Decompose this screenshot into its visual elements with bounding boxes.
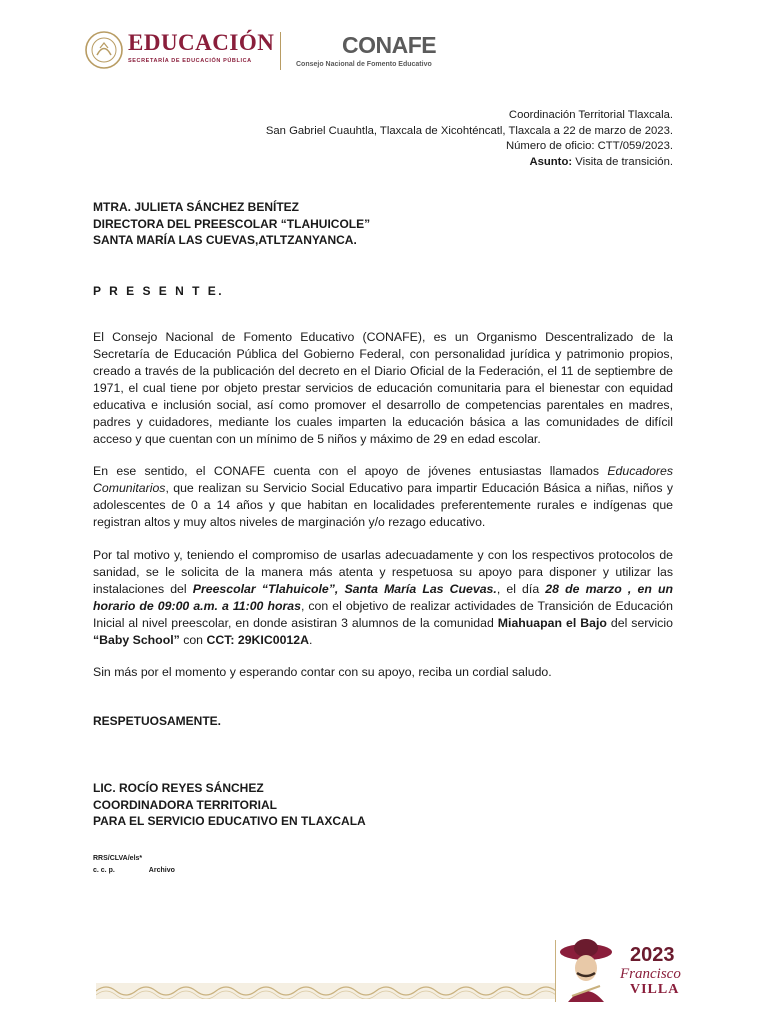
paragraph-4: Sin más por el momento y esperando contar con su apoyo, reciba un cordial saludo.: [93, 665, 552, 679]
closing: RESPETUOSAMENTE.: [93, 714, 222, 728]
p3-text-e: , con el objetivo de realizar actividades de Transición de Educación Inicial al nivel preescolar, en donde asistiran 3 alumnos de la comunidad: [93, 599, 673, 630]
paragraph-3: [93, 547, 673, 649]
ccp-archivo: Archivo: [148, 867, 175, 874]
ccp-line: [93, 865, 175, 877]
footer-year: 2023: [630, 944, 675, 966]
sep-logo-subtitle: SECRETARÍA DE EDUCACIÓN PÚBLICA: [128, 58, 252, 64]
p3-cct: CCT: 29KIC0012A: [206, 633, 309, 647]
letter-metadata: [266, 108, 673, 170]
oficio-number: Número de oficio: CTT/059/2023.: [505, 140, 673, 152]
signer-unit: PARA EL SERVICIO EDUCATIVO EN TLAXCALA: [93, 814, 366, 828]
p2-text-a: En ese sentido, el CONAFE cuenta con el apoyo de jóvenes entusiastas llamados: [93, 464, 608, 478]
conafe-logo-text: CONAFE: [342, 32, 437, 58]
letterhead: [84, 24, 684, 76]
conafe-logo-subtitle: Consejo Nacional de Fomento Educativo: [296, 61, 432, 68]
subject-label: Asunto:: [529, 155, 573, 168]
p3-schedule: 28 de marzo , en un horario de 09:00 a.m. a 11:00 horas: [93, 582, 673, 613]
salutation: P R E S E N T E.: [93, 284, 225, 298]
addressee-place: SANTA MARÍA LAS CUEVAS,ATLTZANYANCA.: [93, 233, 357, 247]
subject-line: [266, 155, 673, 171]
addressee-name: MTRA. JULIETA SÁNCHEZ BENÍTEZ: [93, 200, 299, 214]
reference-initials: [93, 853, 175, 877]
addressee-block: [93, 199, 370, 249]
footer-villa-name: VILLA: [630, 982, 680, 997]
signer-name: LIC. ROCÍO REYES SÁNCHEZ: [93, 781, 264, 795]
p3-text-g: del servicio: [606, 616, 673, 630]
p3-text-k: .: [308, 633, 313, 647]
decorative-footer-band: [96, 983, 556, 999]
paragraph-2: [93, 463, 673, 531]
footer-divider: [555, 940, 556, 1002]
p3-school-name: Preescolar “Tlahuicole”, Santa María Las Cuevas.: [192, 582, 497, 596]
p2-text-b: , que realizan su Servicio Social Educativo para impartir Educación Básica a niñas, niños y adolescentes de 0 a 14 años y que habitan en localidades preferentemente rurales e indígenas que registran altos y muy altos niveles de marginación y/o rezago educativo.: [93, 481, 673, 529]
header-divider: [280, 32, 281, 70]
p3-text-i: con: [179, 633, 207, 647]
p3-text-a: Por tal motivo y, teniendo el compromiso de usarlas adecuadamente y con los respectivos protocolos de sanidad, se le solicita de la manera más atenta y respetuosa su apoyo para disponer y utilizar las instalaciones del: [93, 548, 673, 596]
p2-emphasis: Educadores Comunitarios: [93, 464, 673, 495]
national-seal-icon: [84, 28, 124, 72]
ccp-label: c. c. p.: [93, 867, 115, 874]
paragraph-1: El Consejo Nacional de Fomento Educativo (CONAFE), es un Organismo Descentralizado de la Secretaría de Educación Pública del Gobierno Federal, con personalidad jurídica y patrimonio propios, creado a través de la publicación del decreto en el Diario Oficial de la Federación, el 11 de septiembre de 1971, el cual tiene por objeto prestar servicios de educación comunitaria para el bienestar con equidad educativa e inclusión social, así como promover el desarrollo de competencias parentales en madres, padres y cuidadores, mediante los cuales imparten la educación básica a las comunidades de difícil acceso y que cuentan con un mínimo de 5 niños y máximo de 29 en edad escolar.: [93, 330, 673, 446]
office-line: Coordinación Territorial Tlaxcala.: [508, 109, 673, 121]
p3-text-c: , el día: [496, 582, 546, 596]
addressee-role: DIRECTORA DEL PREESCOLAR “TLAHUICOLE”: [93, 216, 371, 231]
initials: RRS/CLVA/els*: [93, 855, 143, 862]
francisco-villa-portrait-icon: [558, 936, 614, 1002]
place-date-line: San Gabriel Cuauhtla, Tlaxcala de Xicohténcatl, Tlaxcala a 22 de marzo de 2023.: [265, 124, 673, 137]
educacion-logo-text: EDUCACIÓN: [128, 30, 275, 55]
signer-role: COORDINADORA TERRITORIAL: [93, 797, 277, 812]
p3-community: Miahuapan el Bajo: [497, 616, 607, 630]
subject-value: Visita de transición.: [572, 155, 673, 168]
p3-service: “Baby School”: [93, 633, 180, 647]
footer-script-name: Francisco: [620, 966, 681, 982]
signer-block: [93, 780, 366, 830]
